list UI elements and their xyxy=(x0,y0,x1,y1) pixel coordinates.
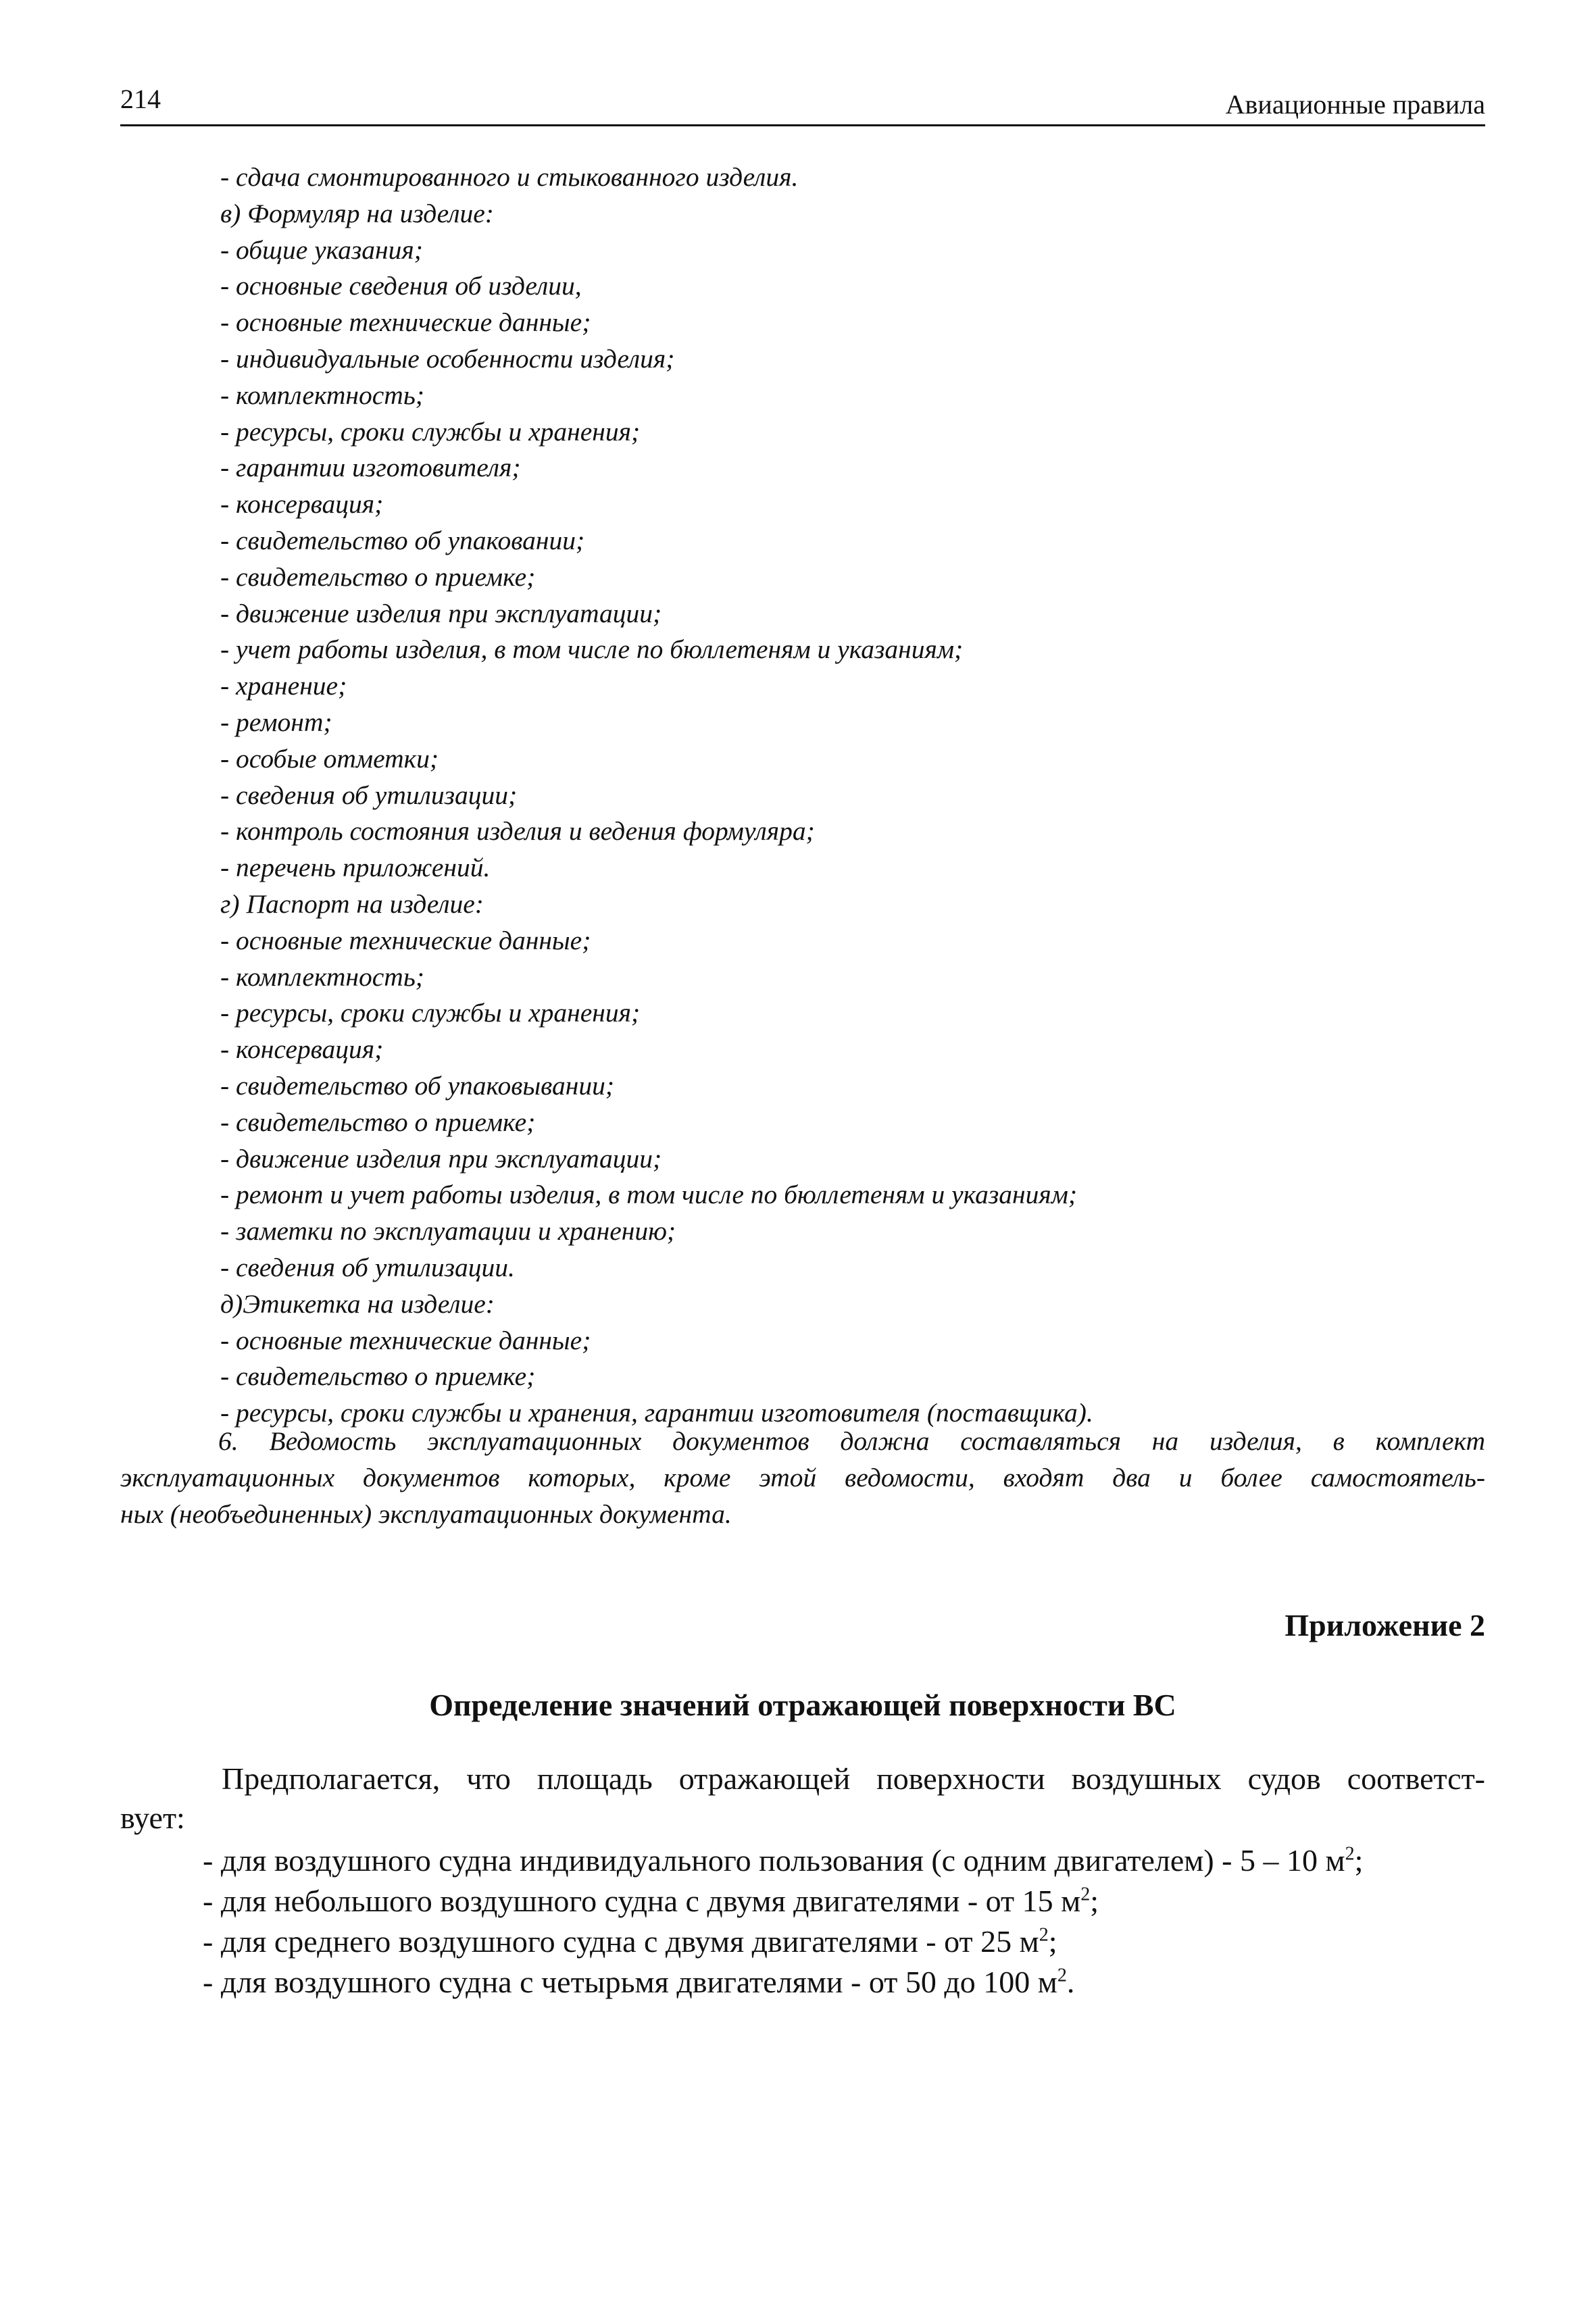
note-line: эксплуатационных документов которых, кроме этой ведомости, входят два и более самостоятель- xyxy=(120,1462,1485,1492)
list-item: - ресурсы, сроки службы и хранения, гарантии изготовителя (поставщика). xyxy=(220,1398,1093,1428)
list-item: - учет работы изделия, в том числе по бюллетеням и указаниям; xyxy=(220,634,964,665)
list-item: - сведения об утилизации. xyxy=(220,1252,515,1282)
unit-superscript: 2 xyxy=(1345,1843,1355,1865)
list-item xyxy=(203,1840,1363,1881)
note-line: 6. Ведомость эксплуатационных документов должна составляться на изделия, в комплект xyxy=(218,1426,1485,1456)
intro-line: Предполагается, что площадь отражающей поверхности воздушных судов соответст- xyxy=(222,1761,1485,1796)
list-item: - консервация; xyxy=(220,489,384,520)
list-item: - свидетельство об упаковании; xyxy=(220,525,585,555)
list-item: - основные технические данные; xyxy=(220,307,591,338)
unit-superscript: 2 xyxy=(1057,1965,1067,1986)
list-item: - комплектность; xyxy=(220,380,424,410)
page-number: 214 xyxy=(120,84,161,114)
list-item: - основные технические данные; xyxy=(220,1325,591,1355)
list-item: - ресурсы, сроки службы и хранения; xyxy=(220,998,641,1028)
intro-paragraph xyxy=(120,1759,1485,1838)
bullet-text: - для среднего воздушного судна с двумя двигателями - от 25 м xyxy=(203,1924,1039,1959)
list-item: - заметки по эксплуатации и хранению; xyxy=(220,1216,676,1247)
bullet-punctuation: ; xyxy=(1354,1843,1364,1878)
list-item: - ремонт и учет работы изделия, в том числе по бюллетеням и указаниям; xyxy=(220,1180,1078,1210)
list-item: - свидетельство о приемке; xyxy=(220,1107,536,1137)
list-item: в) Формуляр на изделие: xyxy=(220,198,494,228)
list-item: - движение изделия при эксплуатации; xyxy=(220,598,662,628)
list-item: - консервация; xyxy=(220,1034,384,1065)
list-item: - свидетельство о приемке; xyxy=(220,561,536,592)
surface-area-list xyxy=(203,1840,1363,2003)
list-item: - общие указания; xyxy=(220,234,423,265)
bullet-text: - для воздушного судна индивидуального пользования (с одним двигателем) - 5 – 10 м xyxy=(203,1843,1345,1878)
note-line: ных (необъединенных) эксплуатационных документа. xyxy=(120,1499,732,1529)
list-item xyxy=(203,1962,1363,2003)
note-paragraph xyxy=(120,1424,1485,1532)
list-item: - гарантии изготовителя; xyxy=(220,453,521,483)
list-item: - основные технические данные; xyxy=(220,925,591,955)
page-header xyxy=(120,82,1485,126)
unit-superscript: 2 xyxy=(1080,1884,1091,1905)
list-item: - свидетельство об упаковывании; xyxy=(220,1070,615,1101)
list-item: - перечень приложений. xyxy=(220,853,491,883)
appendix-title: Определение значений отражающей поверхности ВС xyxy=(429,1688,1176,1722)
intro-line: вует: xyxy=(120,1801,185,1835)
bullet-punctuation: ; xyxy=(1090,1884,1099,1918)
list-item: д)Этикетка на изделие: xyxy=(220,1288,495,1319)
list-item: - ресурсы, сроки службы и хранения; xyxy=(220,416,641,447)
list-item xyxy=(203,1881,1363,1921)
list-item xyxy=(203,1921,1363,1962)
bullet-text: - для воздушного судна с четырьмя двигателями - от 50 до 100 м xyxy=(203,1965,1057,1999)
list-item: - сдача смонтированного и стыкованного изделия. xyxy=(220,162,799,192)
bullet-punctuation: ; xyxy=(1048,1924,1057,1959)
unit-superscript: 2 xyxy=(1039,1924,1049,1946)
bullet-punctuation: . xyxy=(1066,1965,1075,1999)
list-item: - движение изделия при эксплуатации; xyxy=(220,1143,662,1174)
list-item: - особые отметки; xyxy=(220,743,439,774)
list-item: - хранение; xyxy=(220,671,347,701)
appendix-label: Приложение 2 xyxy=(1285,1608,1485,1642)
list-item: - индивидуальные особенности изделия; xyxy=(220,343,675,374)
running-title: Авиационные правила xyxy=(1225,89,1485,120)
list-item: - комплектность; xyxy=(220,961,424,992)
list-item: - свидетельство о приемке; xyxy=(220,1361,536,1392)
list-item: - ремонт; xyxy=(220,707,332,737)
list-item: - сведения об утилизации; xyxy=(220,780,518,810)
bullet-text: - для небольшого воздушного судна с двумя двигателями - от 15 м xyxy=(203,1884,1081,1918)
list-item: - основные сведения об изделии, xyxy=(220,271,582,301)
list-item: г) Паспорт на изделие: xyxy=(220,888,484,919)
list-item: - контроль состояния изделия и ведения формуляра; xyxy=(220,816,815,847)
document-list xyxy=(220,159,1093,1432)
